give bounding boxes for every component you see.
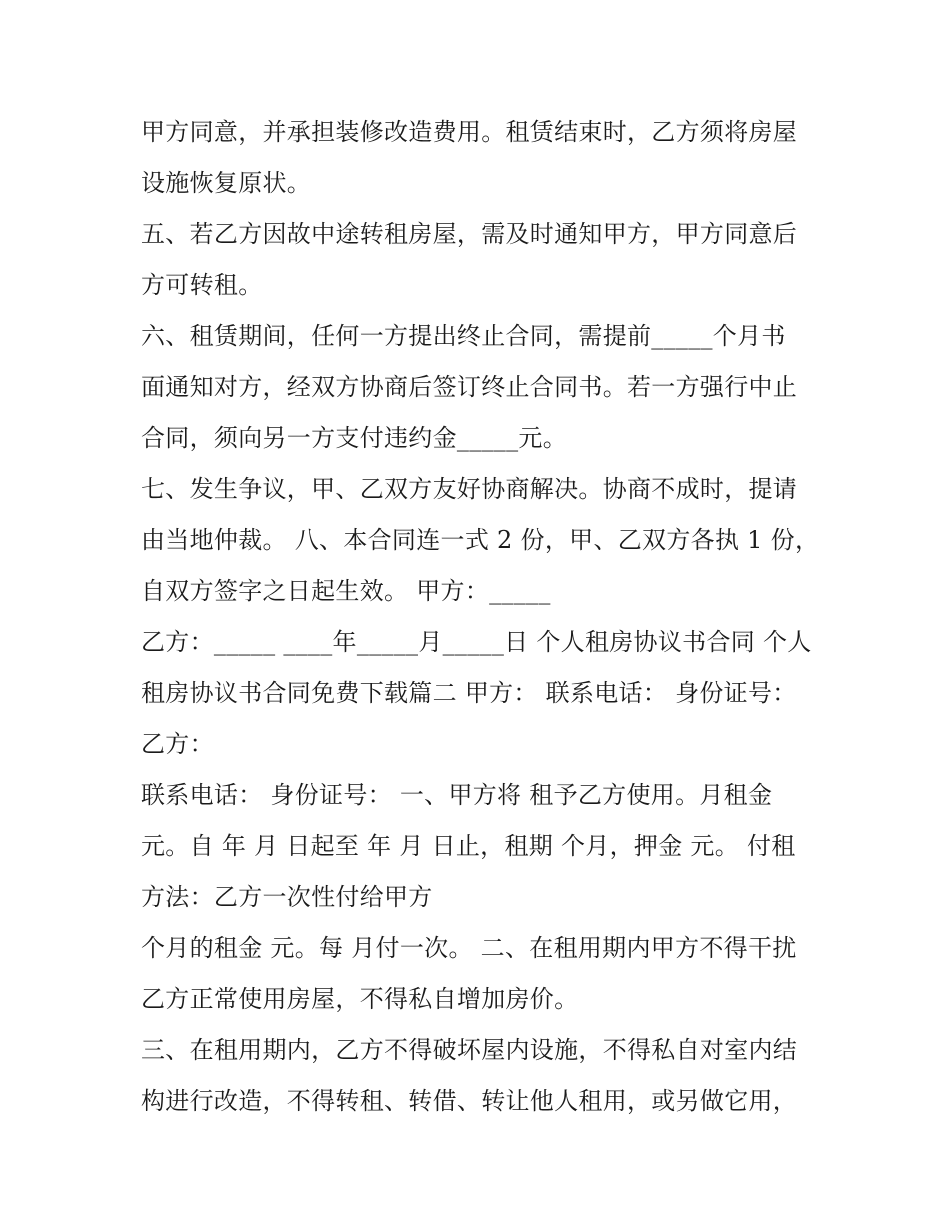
text-line-19: 三、在租用期内，乙方不得破坏屋内设施，不得私自对室内结 xyxy=(141,1036,798,1064)
text-line-18: 乙方正常使用房屋，不得私自增加房价。 xyxy=(141,985,579,1013)
text-line-16: 方法：乙方一次性付给甲方 xyxy=(141,883,433,911)
text-line-2: 设施恢复原状。 xyxy=(141,169,312,197)
text-line-8: 七、发生争议，甲、乙双方友好协商解决。协商不成时，提请 xyxy=(141,475,798,503)
text-line-1: 甲方同意，并承担装修改造费用。租赁结束时，乙方须将房屋 xyxy=(141,118,798,146)
text-line-5: 六、租赁期间，任何一方提出终止合同，需提前_____个月书 xyxy=(141,322,786,350)
text-line-15: 元。自 年 月 日起至 年 月 日止，租期 个月，押金 元。 付租 xyxy=(141,832,796,860)
text-line-7: 合同，须向另一方支付违约金_____元。 xyxy=(141,424,567,452)
text-line-17: 个月的租金 元。每 月付一次。 二、在租用期内甲方不得干扰 xyxy=(141,934,797,962)
text-line-10: 自双方签字之日起生效。 甲方：_____ xyxy=(141,577,551,605)
text-line-13: 乙方： xyxy=(141,730,214,758)
text-line-9: 由当地仲裁。 八、本合同连一式 2 份，甲、乙双方各执 1 份， xyxy=(141,526,820,554)
text-line-4: 方可转租。 xyxy=(141,271,263,299)
text-line-11: 乙方：_____ ____年_____月_____日 个人租房协议书合同 个人 xyxy=(141,628,812,656)
text-line-3: 五、若乙方因故中途转租房屋，需及时通知甲方，甲方同意后 xyxy=(141,220,798,248)
text-line-20: 构进行改造，不得转租、转借、转让他人租用，或另做它用， xyxy=(141,1087,798,1115)
document-page xyxy=(141,107,831,1127)
text-line-6: 面通知对方，经双方协商后签订终止合同书。若一方强行中止 xyxy=(141,373,798,401)
text-line-14: 联系电话： 身份证号： 一、甲方将 租予乙方使用。月租金 xyxy=(141,781,773,809)
text-line-12: 租房协议书合同免费下载篇二 甲方： 联系电话： 身份证号： xyxy=(141,679,797,707)
